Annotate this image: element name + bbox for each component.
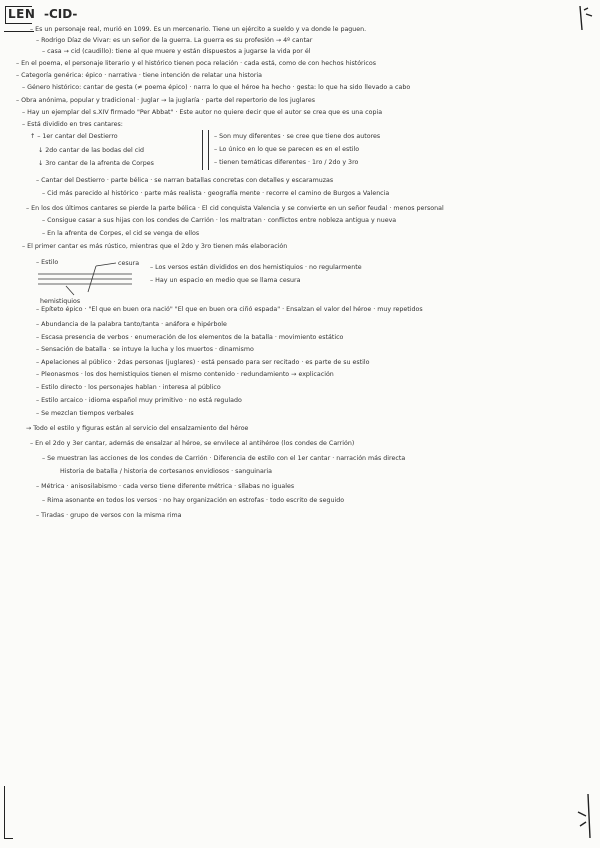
note-line: – Se mezclan tiempos verbales — [36, 410, 134, 417]
verse-diagram — [36, 262, 146, 300]
style-label: – Estilo — [36, 259, 59, 266]
note-line: – En los dos últimos cantares se pierde la parte bélica · El cid conquista Valencia y se convierte en un señor feudal · menos personal — [26, 205, 444, 212]
note-line: → Todo el estilo y figuras están al servicio del ensalzamiento del héroe — [26, 425, 249, 432]
note-line: – Rima asonante en todos los versos · no hay organización en estrofas · todo escrito de seguido — [42, 497, 345, 504]
note-line: – El primer cantar es más rústico, mientras que el 2do y 3ro tienen más elaboración — [22, 243, 288, 250]
note-line: – Son muy diferentes · se cree que tiene dos autores — [214, 133, 381, 140]
note-line: – Cid más parecido al histórico · parte más realista · geografía mente · recorre el camino de Burgos a Valencia — [42, 190, 390, 197]
note-line: – Los versos están divididos en dos hemistiquios · no regularmente — [150, 264, 362, 271]
note-line: ↓ 2do cantar de las bodas del cid — [38, 147, 144, 154]
note-line: – Lo único en lo que se parecen es en el estilo — [214, 146, 360, 153]
note-line: – En el 2do y 3er cantar, además de ensalzar al héroe, se envilece al antihéroe (los condes de Carrión) — [30, 440, 355, 447]
note-line: – Hay un espacio en medio que se llama cesura — [150, 277, 301, 284]
note-line: – Escasa presencia de verbos · enumeración de los elementos de la batalla · movimiento estático — [36, 334, 344, 341]
note-line: – Apelaciones al público · 2das personas (juglares) · está pensado para ser recitado · es parte de su estilo — [36, 359, 370, 366]
note-line: – Se muestran las acciones de los condes de Carrión · Diferencia de estilo con el 1er cantar · narración más directa — [42, 455, 406, 462]
note-line: – Pleonasmos · los dos hemistiquios tienen el mismo contenido · redundamiento → explicación — [36, 371, 334, 378]
margin-mark — [574, 792, 596, 842]
page-title: -CID- — [44, 7, 78, 21]
cesura-label: cesura — [118, 260, 140, 267]
note-line: Historia de batalla / historia de cortesanos envidiosos · sanguinaria — [60, 468, 273, 475]
note-line: – casa → cid (caudillo): tiene al que muere y están dispuestos a jugarse la vida por él — [42, 48, 311, 55]
note-line: – Es un personaje real, murió en 1099. Es un mercenario. Tiene un ejército a sueldo y va donde le paguen. — [30, 26, 367, 33]
note-line: ↓ 3ro cantar de la afrenta de Corpes — [38, 160, 154, 167]
note-line: – En el poema, el personaje literario y el histórico tienen poca relación · cada está, como de con hechos históricos — [16, 60, 376, 67]
note-line: – Rodrigo Díaz de Vivar: es un señor de la guerra. La guerra es su profesión → 4º cantar — [36, 37, 313, 44]
note-line: – Obra anónima, popular y tradicional · Juglar → la juglaría · parte del repertorio de los juglares — [16, 97, 315, 104]
note-line: – Cantar del Destierro · parte bélica · se narran batallas concretas con detalles y escaramuzas — [36, 177, 334, 184]
hemistiquios-label: hemistiquios — [40, 298, 81, 305]
note-line: – Tiradas · grupo de versos con la misma rima — [36, 512, 182, 519]
note-line: – Epíteto épico · "El que en buen ora nació" "El que en buen ora ciñó espada" · Ensalzan el valor del héroe · muy repetidos — [36, 306, 423, 313]
note-line: ↑ – 1er cantar del Destierro — [30, 133, 118, 140]
note-line: – Hay un ejemplar del s.XIV firmado "Per Abbat" · Este autor no quiere decir que el autor se crea que es una copia — [22, 109, 383, 116]
note-line: – Está dividido en tres cantares: — [22, 121, 123, 128]
note-line: – Abundancia de la palabra tanto/tanta · anáfora e hipérbole — [36, 321, 227, 328]
note-line: – Consigue casar a sus hijas con los condes de Carrión · los maltratan · conflictos entre nobleza antigua y nueva — [42, 217, 397, 224]
note-line: – Estilo directo · los personajes hablan · interesa al público — [36, 384, 221, 391]
note-line: – Categoría genérica: épico · narrativa · tiene intención de relatar una historia — [16, 72, 263, 79]
subject-label: LEN — [8, 7, 36, 21]
note-line: – En la afrenta de Corpes, el cid se venga de ellos — [42, 230, 200, 237]
note-line: – Sensación de batalla · se intuye la lucha y los muertos · dinamismo — [36, 346, 254, 353]
margin-mark — [4, 786, 13, 839]
note-line: – Estilo arcaico · idioma español muy primitivo · no está regulado — [36, 397, 242, 404]
note-line: – tienen temáticas diferentes · 1ro / 2do y 3ro — [214, 159, 359, 166]
margin-mark — [576, 4, 596, 34]
note-line: – Género histórico: cantar de gesta (≠ poema épico) · narra lo que el héroe ha hecho · gesta: lo que ha sido llevado a cabo — [22, 84, 411, 91]
bracket-bar — [208, 130, 209, 170]
note-line: – Métrica · anisosilabismo · cada verso tiene diferente métrica · sílabas no iguales — [36, 483, 295, 490]
bracket-bar — [202, 130, 203, 170]
